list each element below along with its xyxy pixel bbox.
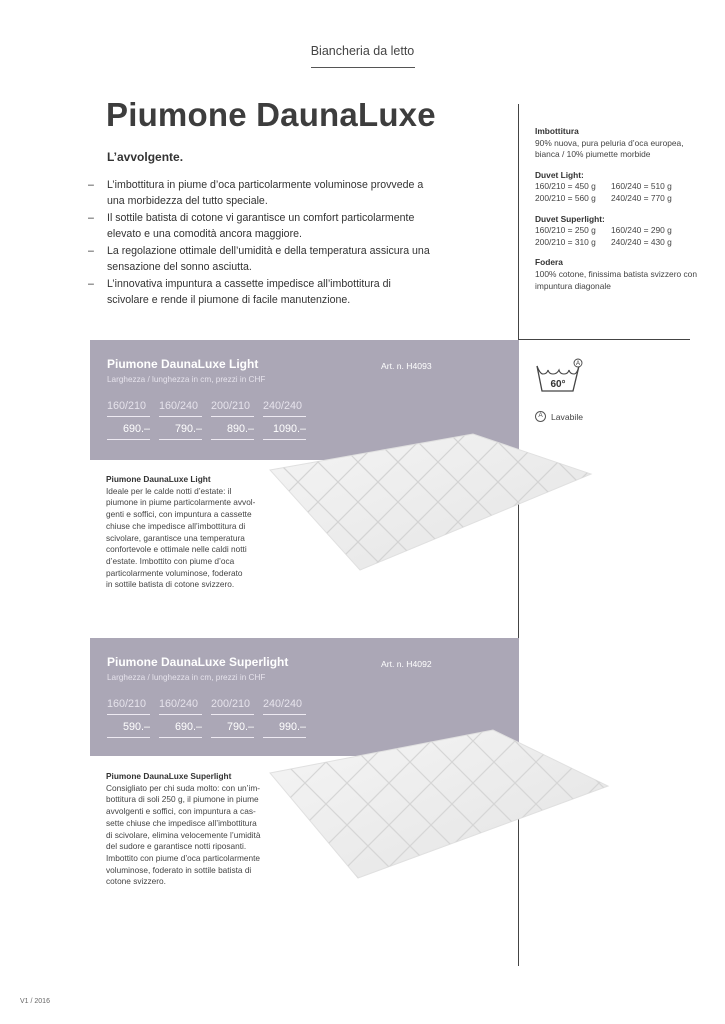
size-label: 200/210 bbox=[211, 698, 254, 715]
price-column bbox=[211, 400, 254, 440]
care-temperature: 60° bbox=[550, 379, 566, 390]
feature-text: L’innovativa impuntura a cassette impedisce all’imbottitura di scivolare e rende il piumone di facile manutenzione. bbox=[107, 278, 391, 306]
desc-line: piumone in piume particolarmente avvol- bbox=[106, 497, 256, 508]
size-label: 160/240 bbox=[159, 400, 202, 417]
desc-line: del sudore e garantisce notti riposanti. bbox=[106, 841, 247, 852]
weight-cell: 200/210 = 310 g bbox=[535, 236, 596, 247]
price-value: 790.– bbox=[211, 715, 254, 738]
desc-line: sette chiuse che impedisce all’imbottitura bbox=[106, 817, 257, 828]
weight-cell: 240/240 = 430 g bbox=[611, 236, 672, 247]
spec-light-label: Duvet Light: bbox=[535, 169, 584, 180]
size-label: 200/210 bbox=[211, 400, 254, 417]
price-value: 790.– bbox=[159, 417, 202, 440]
spec-superlight-weights bbox=[535, 214, 705, 249]
washing-60-icon bbox=[535, 358, 585, 394]
desc-line: voluminose, foderato in sottile batista di bbox=[106, 864, 252, 875]
feature-item: – Il sottile batista di cotone vi garantisce un comfort particolarmente elevato e una comodità ancora maggiore. bbox=[88, 212, 415, 240]
desc-line: di scivolare, elimina velocemente l’umidità bbox=[106, 829, 261, 840]
weight-cell: 160/210 = 450 g bbox=[535, 181, 596, 192]
light-title: Piumone DaunaLuxe Light bbox=[107, 357, 259, 371]
weight-row bbox=[535, 181, 705, 193]
desc-line: genti e soffici, con impuntura a cassette bbox=[106, 509, 252, 520]
weight-cell: 160/240 = 510 g bbox=[611, 181, 672, 192]
feature-text: Il sottile batista di cotone vi garantisce un comfort particolarmente elevato e una comodità ancora maggiore. bbox=[107, 212, 415, 240]
desc-line: in sottile batista di cotone svizzero. bbox=[106, 579, 235, 590]
light-article-number: Art. n. H4093 bbox=[381, 361, 432, 371]
page-title: Piumone DaunaLuxe bbox=[106, 96, 436, 133]
weight-row bbox=[535, 237, 705, 249]
superlight-desc-title: Piumone DaunaLuxe Superlight bbox=[106, 771, 232, 781]
superlight-subtitle: Larghezza / lunghezza in cm, prezzi in CHF bbox=[107, 673, 266, 682]
feature-item: – La regolazione ottimale dell’umidità e della temperatura assicura una sensazione del sonno asciutta. bbox=[88, 245, 430, 273]
spec-cover-label: Fodera bbox=[535, 257, 563, 268]
price-value: 890.– bbox=[211, 417, 254, 440]
care-legend-badge: A bbox=[535, 411, 546, 422]
spec-filling bbox=[535, 126, 705, 161]
price-column bbox=[211, 698, 254, 738]
desc-line: cotone svizzero. bbox=[106, 876, 166, 887]
weight-row bbox=[535, 225, 705, 237]
light-description bbox=[106, 474, 268, 591]
feature-list bbox=[88, 178, 433, 310]
size-label: 240/240 bbox=[263, 698, 306, 715]
weight-row bbox=[535, 193, 705, 205]
desc-line: Ideale per le calde notti d’estate: il bbox=[106, 485, 232, 496]
feature-item: – L’imbottitura in piume d’oca particolarmente voluminose provvede a una morbidezza del tutto speciale. bbox=[88, 179, 424, 207]
product-subtitle: L’avvolgente. bbox=[107, 150, 184, 164]
size-label: 160/210 bbox=[107, 698, 150, 715]
spec-cover-text: 100% cotone, finissima batista svizzero con impuntura diagonale bbox=[535, 268, 697, 291]
desc-line: Imbottito con piume d’oca particolarmente bbox=[106, 852, 261, 863]
price-column bbox=[159, 400, 202, 440]
light-subtitle: Larghezza / lunghezza in cm, prezzi in CHF bbox=[107, 375, 266, 384]
desc-line: particolarmente voluminose, foderato bbox=[106, 567, 243, 578]
category-underline bbox=[311, 67, 415, 68]
specs-panel bbox=[535, 126, 705, 301]
desc-line: scivolare, garantisce una temperatura bbox=[106, 532, 245, 543]
price-column bbox=[107, 698, 150, 738]
care-legend bbox=[535, 411, 583, 422]
price-value: 1090.– bbox=[263, 417, 306, 440]
spec-light-weights bbox=[535, 170, 705, 205]
duvet-superlight-image bbox=[268, 728, 610, 880]
care-legend-text: Lavabile bbox=[551, 411, 584, 422]
feature-item: – L’innovativa impuntura a cassette impedisce all’imbottitura di scivolare e rende il piumone di facile manutenzione. bbox=[88, 278, 391, 306]
size-label: 160/240 bbox=[159, 698, 202, 715]
desc-line: Consigliato per chi suda molto: con un’im- bbox=[106, 782, 261, 793]
care-badge: A bbox=[575, 361, 581, 368]
light-desc-title: Piumone DaunaLuxe Light bbox=[106, 474, 211, 484]
desc-line: confortevole e ottimale nelle caldi notti bbox=[106, 544, 247, 555]
price-value: 990.– bbox=[263, 715, 306, 738]
spec-filling-text: 90% nuova, pura peluria d’oca europea, bianca / 10% piumette morbide bbox=[535, 137, 684, 160]
price-value: 590.– bbox=[107, 715, 150, 738]
superlight-description bbox=[106, 771, 268, 888]
weight-cell: 160/210 = 250 g bbox=[535, 225, 596, 236]
desc-line: avvolgenti e soffici, con impuntura a cas- bbox=[106, 806, 256, 817]
desc-line: chiuse che impedisce all’imbottitura di bbox=[106, 520, 246, 531]
duvet-light-image bbox=[268, 432, 593, 572]
version-footer: V1 / 2016 bbox=[20, 998, 50, 1005]
feature-text: La regolazione ottimale dell’umidità e della temperatura assicura una sensazione del sonno asciutta. bbox=[107, 245, 430, 273]
feature-text: L’imbottitura in piume d’oca particolarmente voluminose provvede a una morbidezza del tutto speciale. bbox=[107, 179, 424, 207]
price-value: 690.– bbox=[159, 715, 202, 738]
weight-cell: 240/240 = 770 g bbox=[611, 192, 672, 203]
spec-filling-label: Imbottitura bbox=[535, 126, 579, 136]
spec-superlight-label: Duvet Superlight: bbox=[535, 213, 605, 224]
weight-cell: 200/210 = 560 g bbox=[535, 192, 596, 203]
price-column bbox=[159, 698, 202, 738]
spec-cover bbox=[535, 257, 705, 292]
superlight-title: Piumone DaunaLuxe Superlight bbox=[107, 655, 289, 669]
price-column bbox=[107, 400, 150, 440]
specs-divider bbox=[518, 339, 690, 340]
price-value: 690.– bbox=[107, 417, 150, 440]
weight-cell: 160/240 = 290 g bbox=[611, 225, 672, 236]
desc-line: bottitura di soli 250 g, il piumone in piume bbox=[106, 794, 259, 805]
category-label: Biancheria da letto bbox=[310, 44, 415, 58]
size-label: 240/240 bbox=[263, 400, 306, 417]
desc-line: d’estate. Imbottito con piume d’oca bbox=[106, 555, 235, 566]
superlight-article-number: Art. n. H4092 bbox=[381, 659, 432, 669]
size-label: 160/210 bbox=[107, 400, 150, 417]
